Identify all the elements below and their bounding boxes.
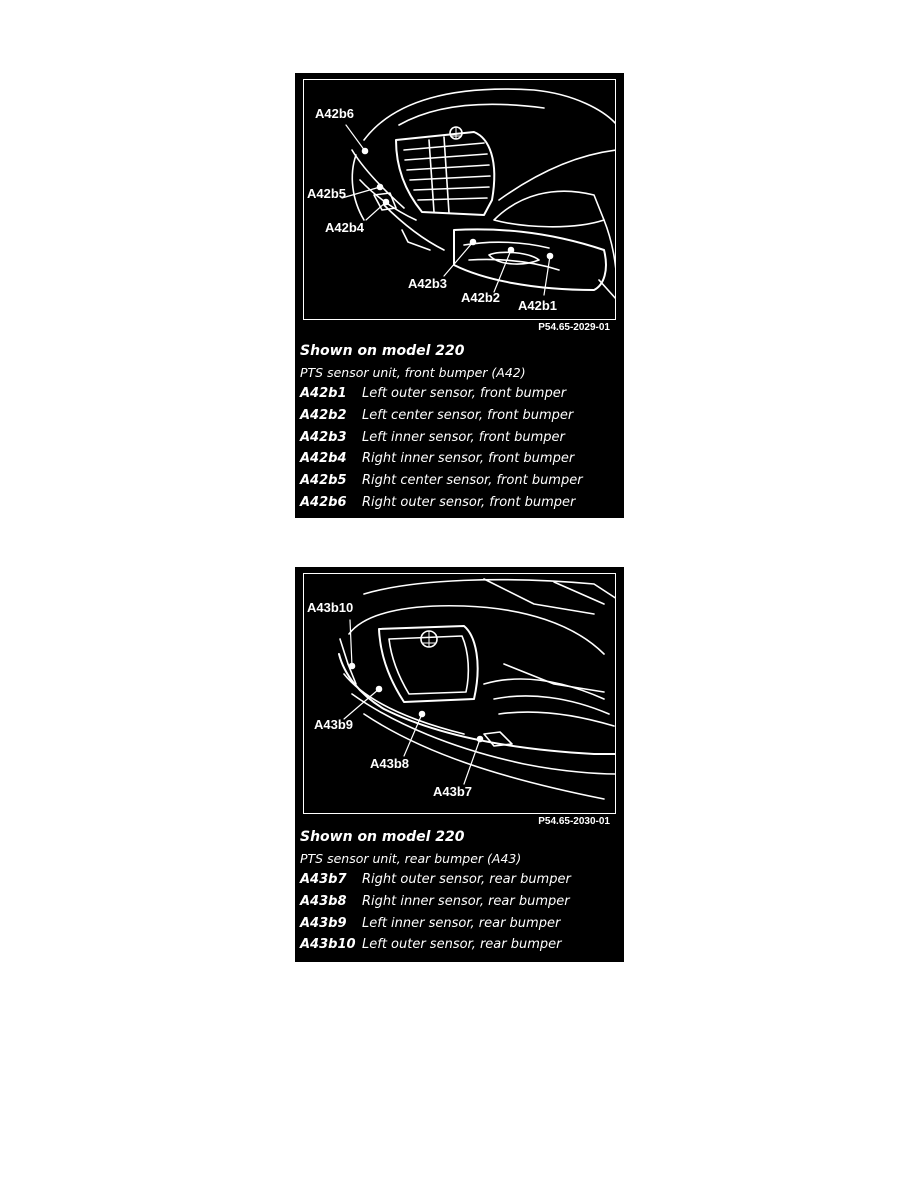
callout-a42b2: A42b2: [461, 290, 501, 305]
legend-desc: Left center sensor, front bumper: [362, 407, 574, 423]
figure-caption: [300, 827, 620, 956]
callout-a43b8: A43b8: [370, 756, 410, 771]
figure-reference: P54.65-2030-01: [538, 816, 610, 827]
front-bumper-drawing: [303, 79, 616, 320]
legend-desc: Right center sensor, front bumper: [362, 473, 583, 489]
legend-item: [300, 492, 620, 514]
legend-code: A42b5: [300, 473, 347, 489]
callout-a42b5: A42b5: [307, 186, 347, 201]
legend-code: A42b6: [300, 494, 347, 510]
legend-code: A43b10: [300, 937, 356, 953]
legend-desc: Left inner sensor, front bumper: [362, 429, 565, 445]
legend-desc: Left outer sensor, rear bumper: [362, 937, 562, 953]
callout-a43b7: A43b7: [433, 784, 473, 799]
legend-code: A42b4: [300, 451, 347, 467]
legend-code: A42b2: [300, 407, 347, 423]
legend-item: [300, 891, 620, 913]
legend-code: A42b1: [300, 386, 347, 401]
legend-item: [300, 470, 620, 492]
front-bumper-figure: [295, 73, 624, 518]
caption-subtitle: PTS sensor unit, rear bumper (A43): [300, 851, 522, 866]
caption-subtitle: PTS sensor unit, front bumper (A42): [300, 365, 526, 380]
legend-desc: Right inner sensor, rear bumper: [362, 893, 570, 909]
legend-item: [300, 383, 620, 405]
caption-title: Shown on model 220: [300, 343, 465, 359]
legend-item: [300, 913, 620, 935]
callout-a42b3: A42b3: [408, 276, 448, 291]
caption-title: Shown on model 220: [300, 829, 465, 845]
rear-bumper-drawing: [303, 573, 616, 814]
legend-item: [300, 405, 620, 427]
callout-a43b10: A43b10: [307, 600, 354, 615]
legend-desc: Right outer sensor, rear bumper: [362, 872, 571, 887]
legend-item: [300, 448, 620, 470]
callout-a43b9: A43b9: [314, 717, 354, 732]
legend-code: A42b3: [300, 429, 347, 445]
sensor-legend: [300, 383, 620, 514]
legend-desc: Right outer sensor, front bumper: [362, 494, 576, 510]
legend-item: [300, 427, 620, 449]
figure-caption: [300, 341, 620, 514]
callout-a42b1: A42b1: [518, 298, 558, 313]
sensor-legend: [300, 869, 620, 956]
legend-desc: Left inner sensor, rear bumper: [362, 915, 561, 931]
legend-item: [300, 934, 620, 956]
legend-code: A43b8: [300, 893, 347, 909]
callout-a42b6: A42b6: [315, 106, 355, 121]
legend-desc: Left outer sensor, front bumper: [362, 386, 567, 401]
legend-item: [300, 869, 620, 891]
rear-bumper-figure: [295, 567, 624, 962]
legend-code: A43b7: [300, 872, 347, 887]
legend-desc: Right inner sensor, front bumper: [362, 451, 575, 467]
callout-a42b4: A42b4: [325, 220, 365, 235]
figure-reference: P54.65-2029-01: [538, 322, 610, 333]
legend-code: A43b9: [300, 915, 347, 931]
